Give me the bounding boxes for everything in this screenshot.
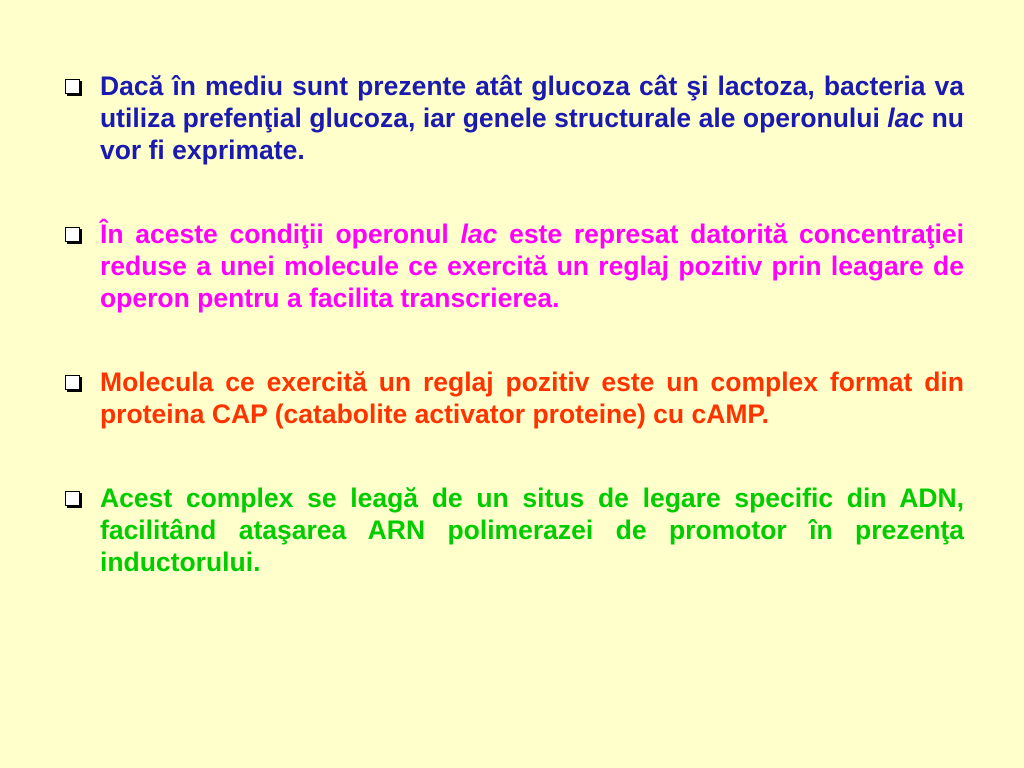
bullet-item-3 [64, 366, 964, 430]
bullet-text: Molecula ce exercită un reglaj pozitiv este un complex format din proteina CAP (catabolite activator proteine) cu cAMP. [100, 367, 964, 429]
checkbox-square-icon [65, 227, 80, 242]
bullet-text: Dacă în mediu sunt prezente atât glucoza cât şi lactoza, bacteria va utiliza prefenţial glucoza, iar genele structurale ale operonului lac nu vor fi exprimate. [100, 71, 964, 165]
bullet-item-2 [64, 218, 964, 314]
slide-body [64, 70, 964, 578]
bullet-text: Acest complex se leagă de un situs de legare specific din ADN, facilitând ataşarea ARN polimerazei de promotor în prezenţa inductorului. [100, 483, 964, 577]
checkbox-square-icon [65, 375, 80, 390]
bullet-text: În aceste condiţii operonul lac este represat datorită concentraţiei reduse a unei molecule ce exercită un reglaj pozitiv prin leagare de operon pentru a facilita transcrierea. [100, 219, 964, 313]
bullet-item-4 [64, 482, 964, 578]
checkbox-square-icon [65, 79, 80, 94]
bullet-item-1 [64, 70, 964, 166]
checkbox-square-icon [65, 491, 80, 506]
